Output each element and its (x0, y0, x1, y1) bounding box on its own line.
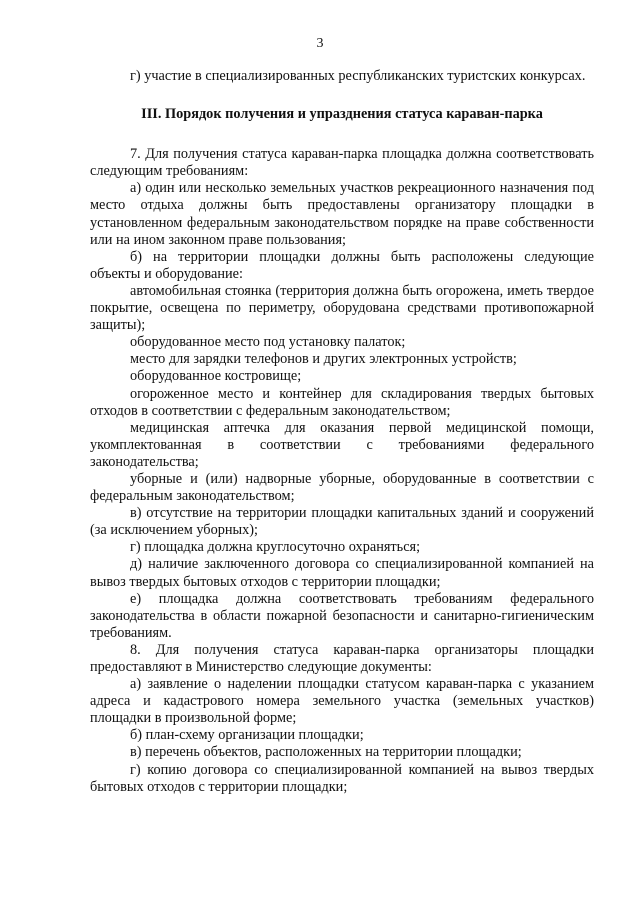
paragraph-8a: а) заявление о наделении площадки статусом караван-парка с указанием адреса и кадастрового номера земельного участка (земельных участков) площадки в произвольной форме; (90, 676, 594, 727)
paragraph-item-g-contests: г) участие в специализированных республиканских туристских конкурсах. (130, 68, 586, 84)
paragraph-8v: в) перечень объектов, расположенных на территории площадки; (130, 744, 522, 761)
paragraph-7b: б) на территории площадки должны быть расположены следующие объекты и оборудование: (90, 248, 594, 282)
paragraph-7v: в) отсутствие на территории площадки капитальных зданий и сооружений (за исключением уборных); (90, 505, 594, 539)
paragraph-tents: оборудованное место под установку палаток; (130, 334, 406, 351)
paragraph-8b: б) план-схему организации площадки; (130, 727, 364, 744)
page-number: 3 (316, 36, 324, 51)
paragraph-8: 8. Для получения статуса караван-парка организаторы площадки предоставляют в Министерство следующие документы: (90, 641, 594, 675)
paragraph-8g: г) копию договора со специализированной компанией на вывоз твердых бытовых отходов с территории площадки; (90, 761, 594, 795)
paragraph-first-aid: медицинская аптечка для оказания первой медицинской помощи, укомплектованная в соответствии с требованиями федерального законодательства; (90, 419, 594, 470)
paragraph-7: 7. Для получения статуса караван-парка площадка должна соответствовать следующим требованиям: (90, 146, 594, 180)
paragraph-7d: д) наличие заключенного договора со специализированной компанией на вывоз твердых бытовых отходов с территории площадки; (90, 556, 594, 590)
paragraph-parking: автомобильная стоянка (территория должна быть огорожена, иметь твердое покрытие, освещена по периметру, оборудована средствами противопожарной защиты); (90, 282, 594, 334)
section-heading: III. Порядок получения и упразднения статуса караван-парка (141, 106, 543, 123)
paragraph-7g: г) площадка должна круглосуточно охраняться; (130, 539, 421, 556)
document-body (90, 68, 594, 796)
paragraph-7a: а) один или несколько земельных участков рекреационного назначения под место отдыха должны быть предоставлены организатору площадки в установленном федеральным законодательством порядке на праве собственности или на ином законном праве пользования; (90, 180, 594, 248)
paragraph-charging: место для зарядки телефонов и других электронных устройств; (130, 351, 517, 368)
paragraph-7e: е) площадка должна соответствовать требованиям федерального законодательства в области пожарной безопасности и санитарно-гигиеническим требованиям. (90, 590, 594, 641)
paragraph-toilets: уборные и (или) надворные уборные, оборудованные в соответствии с федеральным законодательством; (90, 470, 594, 505)
paragraph-fire-pit: оборудованное костровище; (130, 368, 302, 385)
paragraph-waste-container: огороженное место и контейнер для складирования твердых бытовых отходов в соответствии с федеральным законодательством; (90, 385, 594, 419)
